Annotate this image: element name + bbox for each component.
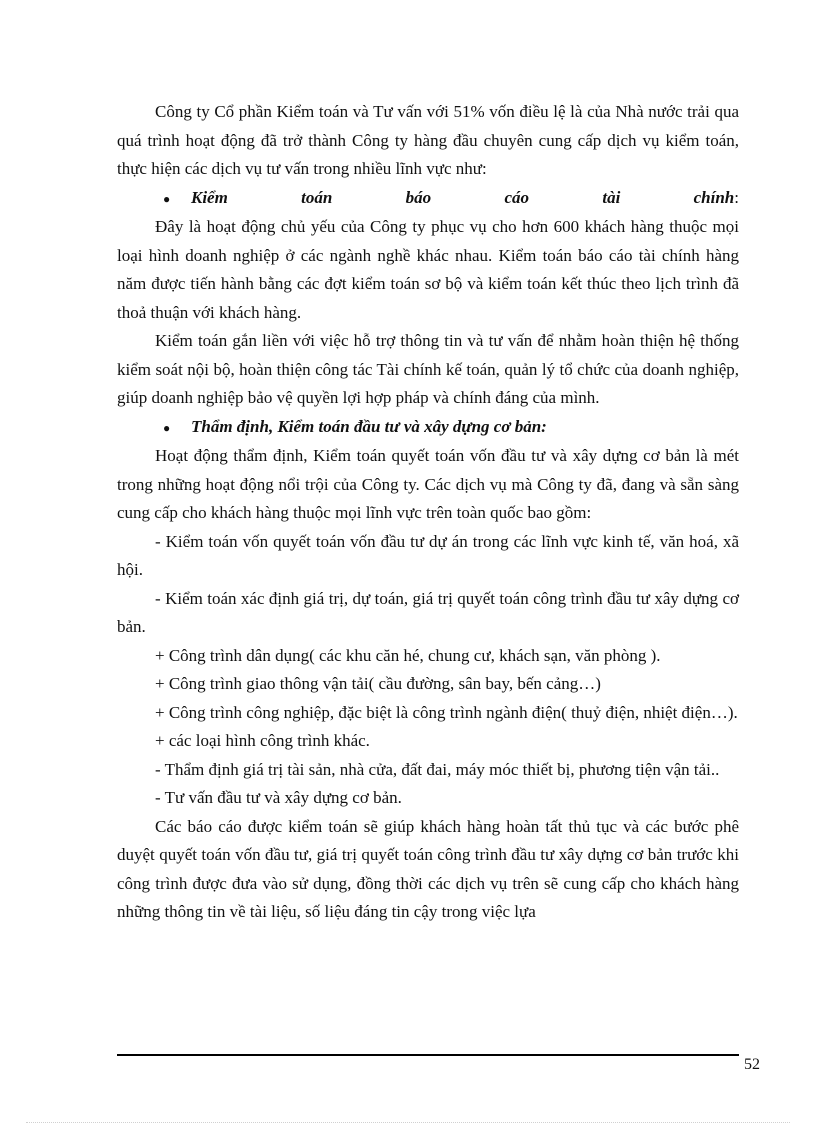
bullet-investment-audit-heading: Thẩm định, Kiểm toán đầu tư và xây dựng cơ bản:	[191, 416, 547, 436]
paragraph-intro: Công ty Cổ phần Kiểm toán và Tư vấn với 51% vốn điều lệ là của Nhà nước trải qua quá trình hoạt động đã trở thành Công ty hàng đầu chuyên cung cấp dịch vụ kiểm toán, thực hiện các dịch vụ tư vấn trong nhiều lĩnh vực như:	[117, 102, 739, 178]
bullet-financial-audit-heading	[191, 184, 739, 213]
bullet-investment-audit	[117, 413, 739, 443]
list-item-asset-appraisal: - Thẩm định giá trị tài sản, nhà cửa, đất đai, máy móc thiết bị, phương tiện vận tải..	[155, 759, 720, 779]
footer-rule	[117, 1054, 739, 1056]
list-item-value-audit: - Kiểm toán xác định giá trị, dự toán, giá trị quyết toán công trình đầu tư xây dựng cơ bản.	[117, 588, 739, 636]
paragraph-investment: Hoạt động thẩm định, Kiểm toán quyết toán vốn đầu tư và xây dựng cơ bản là mét trong những hoạt động nổi trội của Công ty. Các dịch vụ mà Công ty đã, đang và sẵn sàng cung cấp cho khách hàng thuộc mọi lĩnh vực trên toàn quốc bao gồm:	[117, 446, 739, 522]
bullet-icon: ●	[163, 420, 171, 435]
paragraph-financial-2: Kiểm toán gắn liền với việc hỗ trợ thông tin và tư vấn để nhằm hoàn thiện hệ thống kiểm soát nội bộ, hoàn thiện công tác Tài chính kế toán, quản lý tổ chức của doanh nghiệp, giúp doanh nghiệp bảo vệ quyền lợi hợp pháp và chính đáng của mình.	[117, 331, 739, 407]
bullet-financial-audit	[117, 184, 739, 214]
document-body	[117, 98, 739, 927]
bullet-financial-audit-colon: :	[734, 187, 739, 207]
sub-item-civil: + Công trình dân dụng( các khu căn hé, chung cư, khách sạn, văn phòng ).	[155, 645, 661, 665]
paragraph-financial-1: Đây là hoạt động chủ yếu của Công ty phục vụ cho hơn 600 khách hàng thuộc mọi loại hình doanh nghiệp ở các ngành nghề khác nhau. Kiểm toán báo cáo tài chính hàng năm được tiến hành bằng các đợt kiểm toán sơ bộ và kiểm toán kết thúc theo lịch trình đã thoả thuận với khách hàng.	[117, 217, 739, 322]
paragraph-closing: Các báo cáo được kiểm toán sẽ giúp khách hàng hoàn tất thủ tục và các bước phê duyệt quyết toán vốn đầu tư, giá trị quyết toán công trình đầu tư xây dựng cơ bản trước khi công trình được đưa vào sử dụng, đồng thời các dịch vụ trên sẽ cung cấp cho khách hàng những thông tin về tài liệu, số liệu đáng tin cậy trong việc lựa	[117, 816, 739, 921]
sub-item-other: + các loại hình công trình khác.	[155, 731, 370, 750]
list-item-consulting: - Tư vấn đầu tư và xây dựng cơ bản.	[155, 788, 402, 807]
page-number: 52	[744, 1056, 760, 1073]
bullet-icon: ●	[163, 191, 171, 206]
sub-item-transport: + Công trình giao thông vận tải( cầu đường, sân bay, bến cảng…)	[155, 674, 601, 693]
sub-item-industrial: + Công trình công nghiệp, đặc biệt là công trình ngành điện( thuỷ điện, nhiệt điện…).	[155, 702, 738, 722]
bullet-financial-audit-title: Kiểm toán báo cáo tài chính	[191, 187, 735, 207]
list-item-capital-audit: - Kiểm toán vốn quyết toán vốn đầu tư dự án trong các lĩnh vực kinh tế, văn hoá, xã hội.	[117, 531, 739, 579]
